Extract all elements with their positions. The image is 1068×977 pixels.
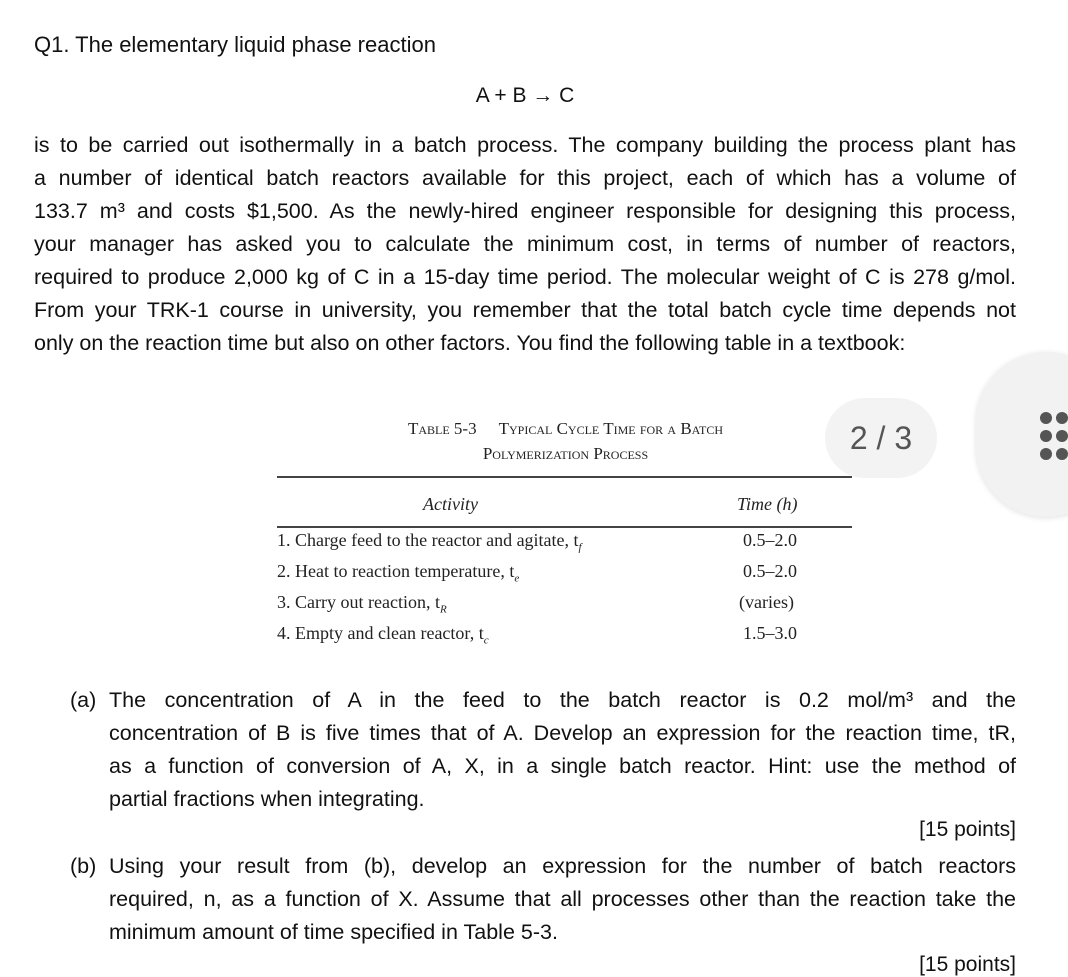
part-line: Using your result from (b), develop an expression for the number of batch reactors xyxy=(109,854,1016,878)
table-caption xyxy=(277,416,852,466)
paragraph-line: 133.7 m³ and costs $1,500. As the newly-hired engineer responsible for designing this process, xyxy=(34,199,1016,223)
activity-cell: 4. Empty and clean reactor, $t_c$ xyxy=(277,623,489,647)
paragraph-line: a number of identical batch reactors available for this project, each of which has a volume of xyxy=(34,166,1016,190)
page-indicator: 2 / 3 xyxy=(825,398,937,478)
time-cell: (varies) xyxy=(739,592,794,612)
points-label: [15 points] xyxy=(919,953,1016,976)
table-caption-line1: Typical Cycle Time for a Batch xyxy=(498,419,724,438)
more-options-icon[interactable] xyxy=(1040,412,1068,462)
time-cell: 1.5–3.0 xyxy=(743,623,797,643)
part-line: minimum amount of time specified in Table 5-3. xyxy=(109,920,558,944)
paragraph-line: From your TRK-1 course in university, you remember that the total batch cycle time depends not xyxy=(34,298,1016,322)
table-label: Table 5-3 xyxy=(407,419,477,438)
reaction-equation: A + B → C xyxy=(475,84,575,107)
column-header-time: Time (h) xyxy=(737,494,798,514)
paragraph-line: only on the reaction time but also on other factors. You find the following table in a textbook: xyxy=(34,331,906,355)
question-title: Q1. The elementary liquid phase reaction xyxy=(34,32,436,57)
part-marker: (a) xyxy=(70,688,97,712)
time-cell: 0.5–2.0 xyxy=(743,561,797,581)
question-paragraph xyxy=(34,129,1016,360)
part-line: concentration of B is five times that of A. Develop an expression for the reaction time, tR, xyxy=(109,721,1016,745)
part-line: required, n, as a function of X. Assume that all processes other than the reaction take the xyxy=(109,887,1016,911)
table-caption-line2: Polymerization Process xyxy=(482,444,649,463)
part-text xyxy=(109,684,1016,816)
part-line: The concentration of A in the feed to the batch reactor is 0.2 mol/m³ and the xyxy=(109,688,1016,712)
activity-cell: 1. Charge feed to the reactor and agitate, $t_f$ xyxy=(277,530,582,554)
part-a xyxy=(70,684,1016,816)
part-line: as a function of conversion of A, X, in a single batch reactor. Hint: use the method of xyxy=(109,754,1016,778)
paragraph-line: your manager has asked you to calculate the minimum cost, in terms of number of reactors, xyxy=(34,232,1016,256)
points-label: [15 points] xyxy=(919,818,1016,841)
part-text xyxy=(109,850,1016,949)
part-marker: (b) xyxy=(70,854,97,878)
part-b xyxy=(70,850,1016,950)
activity-cell: 3. Carry out reaction, $t_R$ xyxy=(277,592,447,616)
table-header-rule xyxy=(277,526,852,528)
time-cell: 0.5–2.0 xyxy=(743,530,797,550)
table-top-rule xyxy=(277,476,852,478)
paragraph-line: is to be carried out isothermally in a batch process. The company building the process plant has xyxy=(34,133,1016,157)
activity-cell: 2. Heat to reaction temperature, $t_e$ xyxy=(277,561,520,585)
column-header-activity: Activity xyxy=(423,494,478,514)
paragraph-line: required to produce 2,000 kg of C in a 15-day time period. The molecular weight of C is 278 g/mol. xyxy=(34,265,1016,289)
part-line: partial fractions when integrating. xyxy=(109,787,425,811)
cycle-time-table xyxy=(277,416,852,647)
